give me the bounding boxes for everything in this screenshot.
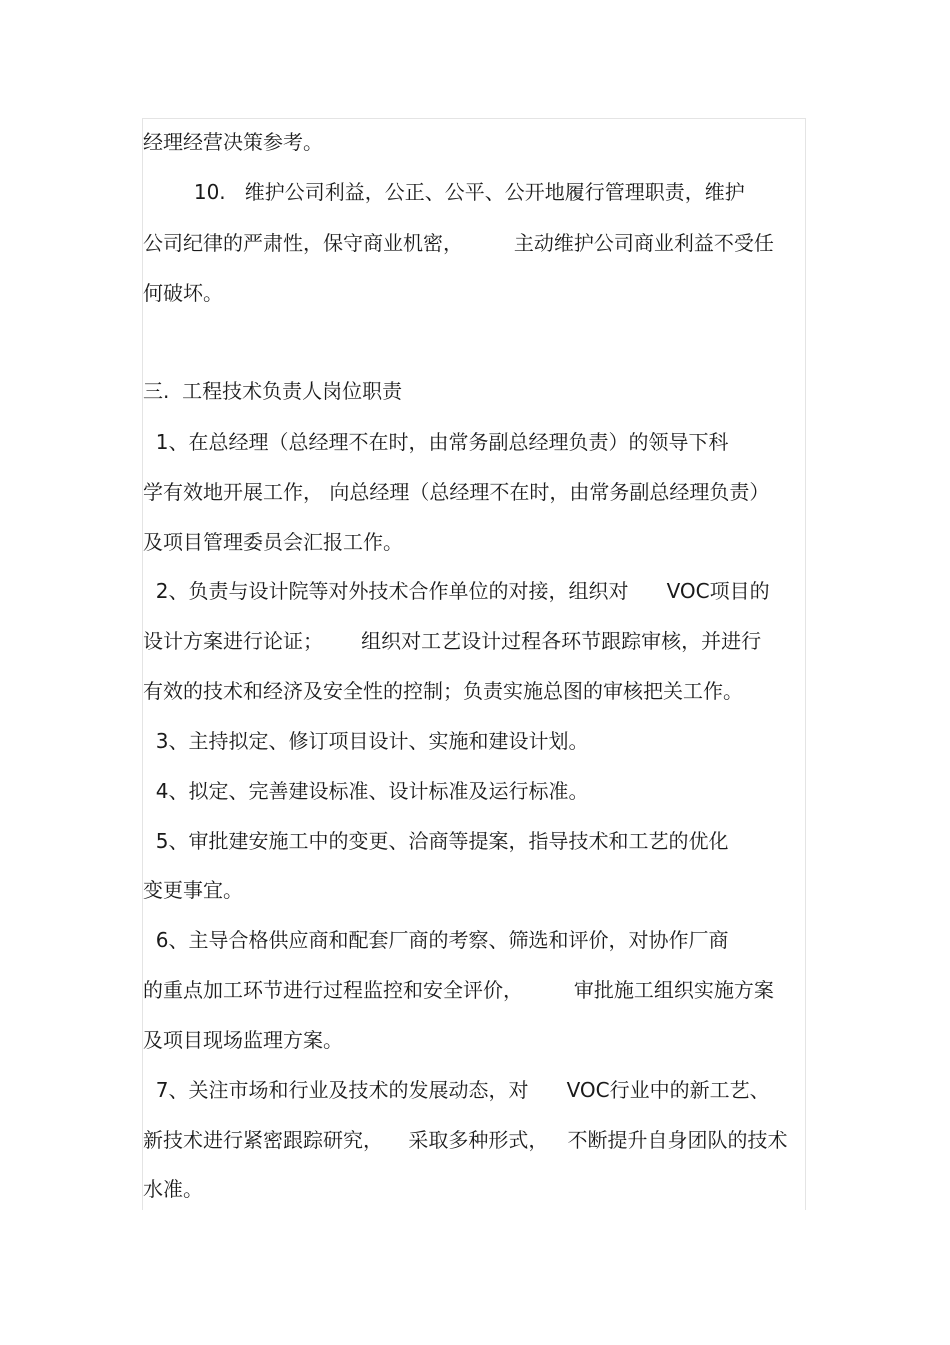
text-line: 2、负责与设计院等对外技术合作单位的对接，组织对 VOC项目的 [143, 579, 770, 603]
text-line: 经理经营决策参考。 [143, 130, 323, 154]
text-line: 水准。 [143, 1177, 203, 1201]
text-line: 10. 维护公司利益，公正、公平、公开地履行管理职责，维护 [143, 180, 745, 204]
text-line: 设计方案进行论证； 组织对工艺设计过程各环节跟踪审核，并进行 [143, 629, 762, 653]
text-line: 4、拟定、完善建设标准、设计标准及运行标准。 [143, 779, 589, 803]
text-line: 及项目管理委员会汇报工作。 [143, 530, 403, 554]
text-line: 1、在总经理（总经理不在时，由常务副总经理负责）的领导下科 [143, 430, 729, 454]
text-line: 7、关注市场和行业及技术的发展动态，对 VOC行业中的新工艺、 [143, 1078, 770, 1102]
text-line: 学有效地开展工作， 向总经理（总经理不在时，由常务副总经理负责） [143, 480, 770, 504]
text-line: 公司纪律的严肃性，保守商业机密， 主动维护公司商业利益不受任 [143, 231, 774, 255]
text-line: 6、主导合格供应商和配套厂商的考察、筛选和评价，对协作厂商 [143, 928, 729, 952]
text-line: 5、审批建安施工中的变更、洽商等提案，指导技术和工艺的优化 [143, 829, 729, 853]
text-line: 变更事宜。 [143, 878, 243, 902]
section-heading: 三. 工程技术负责人岗位职责 [143, 379, 403, 403]
text-line: 新技术进行紧密跟踪研究， 采取多种形式， 不断提升自身团队的技术 [143, 1128, 788, 1152]
text-line: 的重点加工环节进行过程监控和安全评价， 审批施工组织实施方案 [143, 978, 774, 1002]
text-line: 有效的技术和经济及安全性的控制；负责实施总图的审核把关工作。 [143, 679, 743, 703]
text-line: 及项目现场监理方案。 [143, 1028, 343, 1052]
text-line: 何破坏。 [143, 281, 223, 305]
text-line: 3、主持拟定、修订项目设计、实施和建设计划。 [143, 729, 589, 753]
